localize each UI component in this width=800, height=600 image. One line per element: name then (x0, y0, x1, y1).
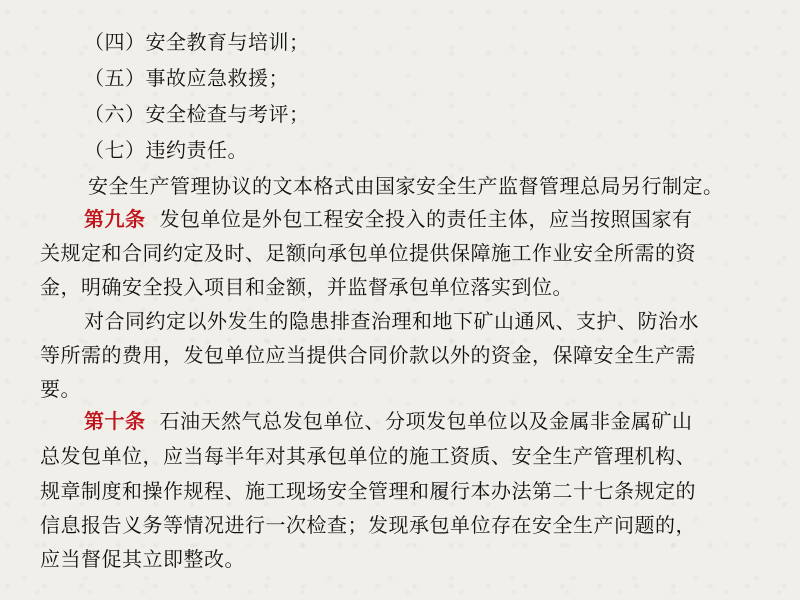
list-item-5: （五）事故应急救援； (84, 66, 289, 90)
article9-para2-line-3: 要。 (40, 377, 81, 401)
article10-line-1 (84, 409, 693, 433)
article9-para2-line-1: 对合同约定以外发生的隐患排查治理和地下矿山通风、支护、防治水 (84, 309, 699, 333)
article10-line-2: 总发包单位，应当每半年对其承包单位的施工资质、安全生产管理机构、 (40, 444, 696, 468)
article9-line-1 (84, 207, 693, 231)
article9-text: 发包单位是外包工程安全投入的责任主体，应当按照国家有 (159, 207, 693, 231)
list-item-6: （六）安全检查与考评； (84, 102, 310, 126)
list-item-4: （四）安全教育与培训； (84, 30, 310, 54)
article9-para2-line-2: 等所需的费用，发包单位应当提供合同价款以外的资金，保障安全生产需 (40, 343, 696, 367)
article10-number: 第十条 (84, 409, 146, 433)
list-item-7: （七）违约责任。 (84, 138, 248, 162)
article10-text: 石油天然气总发包单位、分项发包单位以及金属非金属矿山 (159, 409, 693, 433)
article9-line-3: 金，明确安全投入项目和金额，并监督承包单位落实到位。 (40, 275, 573, 299)
article9-line-2: 关规定和合同约定及时、足额向承包单位提供保障施工作业安全所需的资 (40, 241, 696, 265)
format-note: 安全生产管理协议的文本格式由国家安全生产监督管理总局另行制定。 (88, 174, 724, 198)
article10-line-4: 信息报告义务等情况进行一次检查；发现承包单位存在安全生产问题的， (40, 513, 696, 537)
article9-number: 第九条 (84, 207, 146, 231)
article10-line-5: 应当督促其立即整改。 (40, 547, 245, 571)
article10-line-3: 规章制度和操作规程、施工现场安全管理和履行本办法第二十七条规定的 (40, 479, 696, 503)
